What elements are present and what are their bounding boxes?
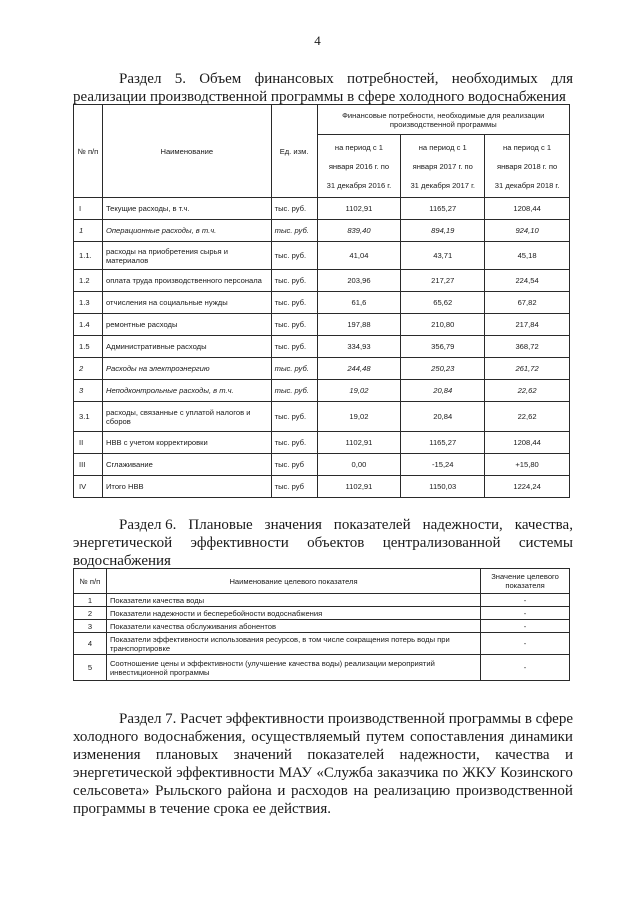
indicator-value: - bbox=[481, 594, 570, 607]
value-2018: 1224,24 bbox=[485, 476, 570, 498]
word: сельсовета» bbox=[73, 783, 150, 799]
word: эффективности bbox=[225, 711, 325, 727]
value-2016: 41,04 bbox=[317, 242, 401, 270]
section-5-title: Раздел 5. Объем финансовых потребностей, необходимых для реализации производственной программы в сфере холодного водоснабжения bbox=[73, 71, 573, 105]
row-number: 5 bbox=[74, 655, 107, 681]
row-number: IV bbox=[74, 476, 103, 498]
word: эффективности bbox=[176, 765, 275, 781]
row-number: 1.1. bbox=[74, 242, 103, 270]
word: расходов bbox=[291, 783, 348, 799]
word: централизованной bbox=[382, 535, 501, 551]
word: системы bbox=[518, 535, 573, 551]
row-unit: тыс. руб. bbox=[271, 292, 317, 314]
word: ЖКУ bbox=[462, 765, 497, 781]
row-number: 3.1 bbox=[74, 402, 103, 432]
value-2017: 65,62 bbox=[401, 292, 485, 314]
value-2016: 244,48 bbox=[317, 358, 401, 380]
value-2018: 224,54 bbox=[485, 270, 570, 292]
word: эффективности bbox=[190, 535, 289, 551]
row-number: 1.3 bbox=[74, 292, 103, 314]
table-row bbox=[74, 358, 570, 380]
value-2016: 334,93 bbox=[317, 336, 401, 358]
word: качества, bbox=[514, 517, 573, 533]
word: Козинского bbox=[500, 765, 573, 781]
word: и bbox=[564, 747, 573, 763]
indicator-value: - bbox=[481, 620, 570, 633]
table-row bbox=[74, 242, 570, 270]
header-indicator-value: Значение целевого показателя bbox=[481, 569, 570, 594]
row-unit: тыс. руб. bbox=[271, 358, 317, 380]
value-2017: 1165,27 bbox=[401, 432, 485, 454]
table-row bbox=[74, 402, 570, 432]
value-2017: 210,80 bbox=[401, 314, 485, 336]
header-unit: Ед. изм. bbox=[271, 105, 317, 198]
value-2016: 839,40 bbox=[317, 220, 401, 242]
indicator-name: Показатели качества воды bbox=[106, 594, 480, 607]
header-indicator-name: Наименование целевого показателя bbox=[106, 569, 480, 594]
value-2018: 924,10 bbox=[485, 220, 570, 242]
value-2018: 22,62 bbox=[485, 380, 570, 402]
word: значений bbox=[233, 747, 292, 763]
page-number: 4 bbox=[314, 33, 321, 48]
row-name: Итого НВВ bbox=[102, 476, 271, 498]
section-7-text bbox=[73, 710, 573, 818]
word: Расчет bbox=[180, 711, 223, 727]
word: 7. bbox=[165, 711, 177, 727]
table-row bbox=[74, 292, 570, 314]
word: холодного bbox=[73, 729, 139, 745]
table-row bbox=[74, 220, 570, 242]
word: показателей bbox=[307, 747, 385, 763]
word: программы bbox=[448, 711, 522, 727]
row-number: 1 bbox=[74, 594, 107, 607]
word: Раздел bbox=[119, 711, 162, 727]
table-row bbox=[74, 314, 570, 336]
row-name: Административные расходы bbox=[102, 336, 271, 358]
value-2018: 67,82 bbox=[485, 292, 570, 314]
value-2017: 43,71 bbox=[401, 242, 485, 270]
text-line bbox=[73, 728, 573, 746]
value-2016: 19,02 bbox=[317, 402, 401, 432]
word: «Служба bbox=[316, 765, 374, 781]
word: надежности, bbox=[422, 517, 503, 533]
row-number: 1.4 bbox=[74, 314, 103, 336]
text-line bbox=[73, 516, 573, 534]
value-2017: 1150,03 bbox=[401, 476, 485, 498]
table-row bbox=[74, 633, 570, 655]
table-row bbox=[74, 198, 570, 220]
value-2016: 203,96 bbox=[317, 270, 401, 292]
row-unit: тыс. руб. bbox=[271, 380, 317, 402]
header-period-2016: на период с 1 января 2016 г. по 31 декабря 2016 г. bbox=[317, 135, 401, 198]
value-2016: 1102,91 bbox=[317, 476, 401, 498]
word: плановых bbox=[155, 747, 219, 763]
text-line bbox=[73, 746, 573, 764]
table-row bbox=[74, 607, 570, 620]
word: на bbox=[353, 783, 369, 799]
table-row bbox=[74, 476, 570, 498]
text-line bbox=[73, 534, 573, 552]
word: водоснабжения, bbox=[143, 729, 246, 745]
indicator-name: Показатели надежности и бесперебойности водоснабжения bbox=[106, 607, 480, 620]
value-2017: -15,24 bbox=[401, 454, 485, 476]
row-unit: тыс. руб bbox=[271, 476, 317, 498]
row-name: расходы на приобретения сырья и материалов bbox=[102, 242, 271, 270]
value-2016: 61,6 bbox=[317, 292, 401, 314]
word: осуществляемый bbox=[251, 729, 361, 745]
table-row bbox=[74, 655, 570, 681]
value-2018: 1208,44 bbox=[485, 198, 570, 220]
value-2018: 217,84 bbox=[485, 314, 570, 336]
row-unit: тыс. руб. bbox=[271, 336, 317, 358]
table-row bbox=[74, 336, 570, 358]
indicator-name: Показатели качества обслуживания абонентов bbox=[106, 620, 480, 633]
word: сфере bbox=[535, 711, 573, 727]
text-line bbox=[73, 710, 573, 728]
word: МАУ bbox=[278, 765, 313, 781]
word: заказчика bbox=[377, 765, 439, 781]
word: показателей bbox=[333, 517, 411, 533]
value-2018: 22,62 bbox=[485, 402, 570, 432]
value-2018: 368,72 bbox=[485, 336, 570, 358]
word: Плановые bbox=[188, 517, 253, 533]
value-2017: 20,84 bbox=[401, 380, 485, 402]
word: Раздел 6. bbox=[119, 517, 177, 533]
section-6-title bbox=[73, 516, 573, 570]
header-num: № п/п bbox=[74, 569, 107, 594]
indicator-value: - bbox=[481, 633, 570, 655]
value-2017: 1165,27 bbox=[401, 198, 485, 220]
table-row bbox=[74, 620, 570, 633]
word: и bbox=[277, 783, 286, 799]
row-number: 2 bbox=[74, 607, 107, 620]
row-name: Расходы на электроэнергию bbox=[102, 358, 271, 380]
row-name: отчисления на социальные нужды bbox=[102, 292, 271, 314]
row-number: 2 bbox=[74, 358, 103, 380]
word: водоснабжения bbox=[73, 553, 171, 569]
row-name: Текущие расходы, в т.ч. bbox=[102, 198, 271, 220]
value-2016: 19,02 bbox=[317, 380, 401, 402]
row-number: I bbox=[74, 198, 103, 220]
indicator-name: Соотношение цены и эффективности (улучшение качества воды) реализации мероприятий инвестиционной программы bbox=[106, 655, 480, 681]
word: сопоставления bbox=[410, 729, 505, 745]
row-unit: тыс. руб. bbox=[271, 220, 317, 242]
row-name: Операционные расходы, в т.ч. bbox=[102, 220, 271, 242]
row-unit: тыс. руб. bbox=[271, 314, 317, 336]
word: производственной bbox=[455, 783, 573, 799]
word: производственной bbox=[327, 711, 445, 727]
row-unit: тыс. руб. bbox=[271, 270, 317, 292]
word: изменения bbox=[73, 747, 141, 763]
word: реализацию bbox=[373, 783, 451, 799]
value-2017: 894,19 bbox=[401, 220, 485, 242]
row-number: 3 bbox=[74, 380, 103, 402]
row-name: Сглаживание bbox=[102, 454, 271, 476]
row-unit: тыс. руб. bbox=[271, 198, 317, 220]
value-2016: 0,00 bbox=[317, 454, 401, 476]
value-2018: +15,80 bbox=[485, 454, 570, 476]
row-number: 1.2 bbox=[74, 270, 103, 292]
header-period-2018: на период с 1 января 2018 г. по 31 декабря 2018 г. bbox=[485, 135, 570, 198]
row-number: 4 bbox=[74, 633, 107, 655]
text-line bbox=[73, 800, 573, 818]
value-2018: 45,18 bbox=[485, 242, 570, 270]
word: надежности, bbox=[399, 747, 480, 763]
word: энергетической bbox=[73, 765, 173, 781]
indicator-name: Показатели эффективности использования ресурсов, в том числе сокращения потерь воды при транспортировке bbox=[106, 633, 480, 655]
row-name: НВВ с учетом корректировки bbox=[102, 432, 271, 454]
table-row bbox=[74, 432, 570, 454]
value-2017: 356,79 bbox=[401, 336, 485, 358]
header-num: № п/п bbox=[74, 105, 103, 198]
table-row bbox=[74, 594, 570, 607]
row-number: II bbox=[74, 432, 103, 454]
word: энергетической bbox=[73, 535, 173, 551]
table-row bbox=[74, 270, 570, 292]
value-2018: 1208,44 bbox=[485, 432, 570, 454]
value-2018: 261,72 bbox=[485, 358, 570, 380]
row-number: 3 bbox=[74, 620, 107, 633]
row-number: 1 bbox=[74, 220, 103, 242]
word: объектов bbox=[307, 535, 365, 551]
word: программы в течение срока ее действия. bbox=[73, 801, 331, 817]
value-2017: 20,84 bbox=[401, 402, 485, 432]
row-unit: тыс. руб. bbox=[271, 402, 317, 432]
row-number: 1.5 bbox=[74, 336, 103, 358]
header-financial-needs: Финансовые потребности, необходимые для реализации производственной программы bbox=[317, 105, 569, 135]
word: путем bbox=[366, 729, 405, 745]
indicator-value: - bbox=[481, 655, 570, 681]
row-name: ремонтные расходы bbox=[102, 314, 271, 336]
value-2016: 197,88 bbox=[317, 314, 401, 336]
value-2017: 250,23 bbox=[401, 358, 485, 380]
target-indicators-table bbox=[73, 568, 570, 681]
row-name: Неподконтрольные расходы, в т.ч. bbox=[102, 380, 271, 402]
value-2017: 217,27 bbox=[401, 270, 485, 292]
text-line bbox=[73, 764, 573, 782]
word: динамики bbox=[509, 729, 573, 745]
value-2016: 1102,91 bbox=[317, 432, 401, 454]
row-unit: тыс. руб bbox=[271, 454, 317, 476]
row-name: оплата труда производственного персонала bbox=[102, 270, 271, 292]
row-name: расходы, связанные с уплатой налогов и сборов bbox=[102, 402, 271, 432]
text-line bbox=[73, 782, 573, 800]
value-2016: 1102,91 bbox=[317, 198, 401, 220]
row-unit: тыс. руб. bbox=[271, 242, 317, 270]
header-period-2017: на период с 1 января 2017 г. по 31 декабря 2017 г. bbox=[401, 135, 485, 198]
table-row bbox=[74, 380, 570, 402]
header-name: Наименование bbox=[102, 105, 271, 198]
table-row bbox=[74, 454, 570, 476]
word: качества bbox=[495, 747, 550, 763]
indicator-value: - bbox=[481, 607, 570, 620]
financial-needs-table bbox=[73, 104, 570, 498]
word: района bbox=[227, 783, 272, 799]
word: значения bbox=[264, 517, 322, 533]
row-unit: тыс. руб. bbox=[271, 432, 317, 454]
word: Рыльского bbox=[155, 783, 222, 799]
word: по bbox=[442, 765, 459, 781]
word: в bbox=[524, 711, 532, 727]
row-number: III bbox=[74, 454, 103, 476]
